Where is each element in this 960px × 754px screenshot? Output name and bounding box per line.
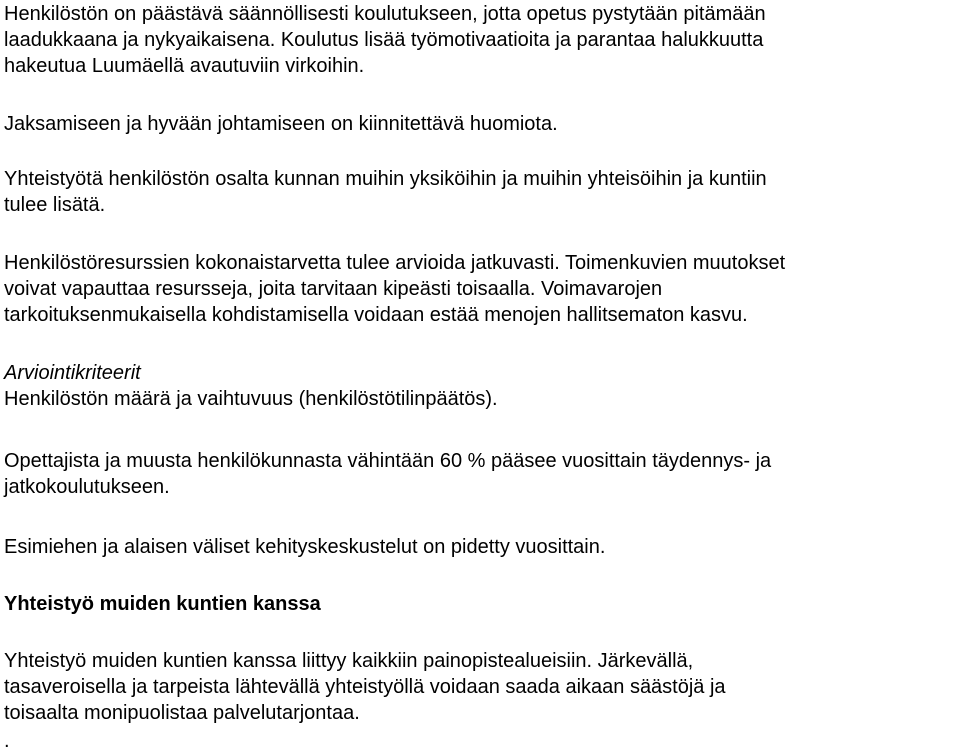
text-line: Henkilöstön määrä ja vaihtuvuus (henkilöstötilinpäätös). bbox=[4, 388, 498, 410]
text-line: tasaveroisella ja tarpeista lähtevällä yhteistyöllä voidaan saada aikaan säästöjä ja bbox=[4, 676, 726, 698]
text-line: Henkilöstön on päästävä säännöllisesti koulutukseen, jotta opetus pystytään pitämään bbox=[4, 3, 766, 25]
paragraph-leadership bbox=[4, 111, 558, 137]
paragraph-teacher-training bbox=[4, 448, 771, 500]
trailing-mark-text: . bbox=[4, 730, 10, 752]
text-line: hakeutua Luumäellä avautuviin virkoihin. bbox=[4, 55, 365, 77]
text-line: Henkilöstöresurssien kokonaistarvetta tulee arvioida jatkuvasti. Toimenkuvien muutokset bbox=[4, 252, 786, 274]
text-line: Jaksamiseen ja hyvään johtamiseen on kiinnitettävä huomiota. bbox=[4, 113, 558, 135]
text-line: Yhteistyötä henkilöstön osalta kunnan muihin yksiköihin ja muihin yhteisöihin ja kuntiin bbox=[4, 168, 767, 190]
text-line: toisaalta monipuolistaa palvelutarjontaa. bbox=[4, 702, 360, 724]
text-line: laadukkaana ja nykyaikaisena. Koulutus lisää työmotivaatioita ja parantaa halukkuutta bbox=[4, 29, 764, 51]
text-line: voivat vapauttaa resursseja, joita tarvitaan kipeästi toisaalla. Voimavarojen bbox=[4, 278, 663, 300]
section-heading bbox=[4, 591, 321, 617]
trailing-mark bbox=[4, 728, 10, 754]
criteria-heading: Arviointikriteerit bbox=[4, 362, 141, 384]
paragraph-criteria bbox=[4, 360, 498, 412]
text-line: tarkoituksenmukaisella kohdistamisella voidaan estää menojen hallitsematon kasvu. bbox=[4, 304, 748, 326]
paragraph-resources bbox=[4, 250, 785, 328]
text-line: Opettajista ja muusta henkilökunnasta vähintään 60 % pääsee vuosittain täydennys- ja bbox=[4, 450, 772, 472]
paragraph-training bbox=[4, 1, 766, 79]
text-line: Esimiehen ja alaisen väliset kehityskeskustelut on pidetty vuosittain. bbox=[4, 536, 606, 558]
text-line: jatkokoulutukseen. bbox=[4, 476, 170, 498]
text-line: Yhteistyö muiden kuntien kanssa liittyy kaikkiin painopistealueisiin. Järkevällä, bbox=[4, 650, 694, 672]
text-line: tulee lisätä. bbox=[4, 194, 106, 216]
paragraph-development-discussions bbox=[4, 534, 605, 560]
section-heading-text: Yhteistyö muiden kuntien kanssa bbox=[4, 593, 321, 615]
paragraph-municipal-cooperation bbox=[4, 648, 726, 726]
paragraph-cooperation bbox=[4, 166, 767, 218]
